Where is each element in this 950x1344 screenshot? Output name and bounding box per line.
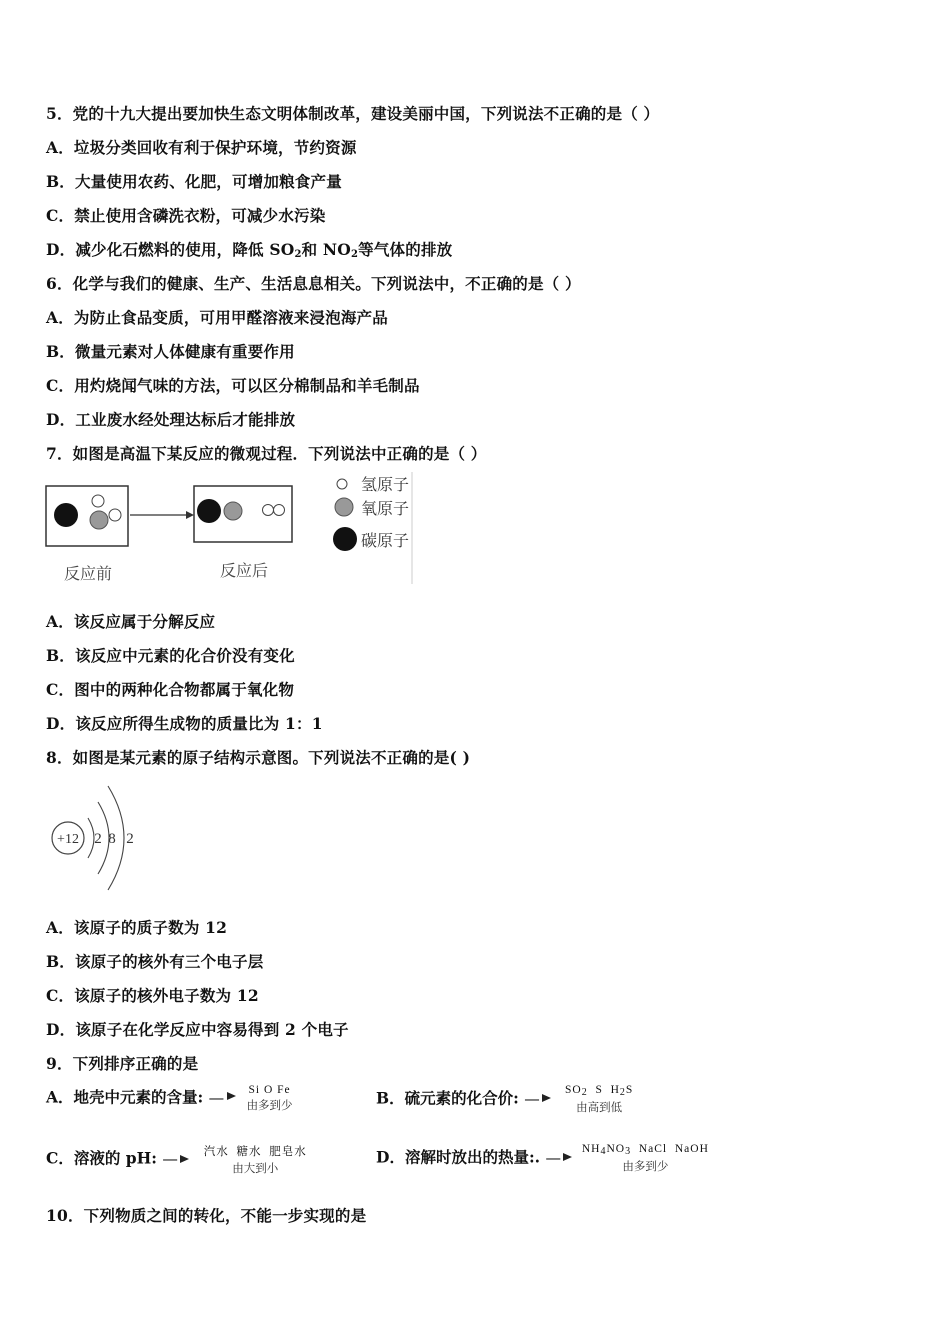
- q8-option-c: C．该原子的核外电子数为 12: [46, 986, 259, 1005]
- q5-option-a: A．垃圾分类回收有利于保护环境，节约资源: [46, 138, 357, 157]
- q8-option-d: D．该原子在化学反应中容易得到 2 个电子: [46, 1020, 349, 1039]
- q6-option-a: A．为防止食品变质，可用甲醛溶液来浸泡海产品: [46, 308, 388, 327]
- order-arrow: Si O Fe 由多到少: [246, 1084, 293, 1112]
- legend-oxygen-label: 氧原子: [361, 499, 410, 518]
- label-after: 反应后: [220, 561, 269, 580]
- q5-option-d: D．减少化石燃料的使用，降低 $SO_2$和 $NO_2$等气体的排放: [46, 240, 453, 260]
- hydrogen-atom: [263, 505, 274, 516]
- legend-oxygen-icon: [335, 498, 353, 516]
- carbon-atom: [197, 499, 221, 523]
- q5-option-b: B．大量使用农药、化肥，可增加粮食产量: [46, 172, 342, 191]
- q9-option-d: D．溶解时放出的热量:. — $NH_4NO_3$ NaCl NaOH 由多到少: [376, 1143, 720, 1174]
- electron-shell-1: [88, 818, 94, 858]
- hydrogen-atom: [274, 505, 285, 516]
- q6-option-b: B．微量元素对人体健康有重要作用: [46, 342, 295, 361]
- legend-hydrogen-icon: [337, 479, 347, 489]
- atom-structure-diagram: [48, 780, 148, 892]
- shell-1-electrons: 2: [94, 831, 102, 847]
- q9-option-b: B．硫元素的化合价: — $SO_2$ S $H_2S$ 由高到低: [376, 1084, 649, 1115]
- q6-option-c: C．用灼烧闻气味的方法，可以区分棉制品和羊毛制品: [46, 376, 420, 395]
- q6-option-d: D．工业废水经处理达标后才能排放: [46, 410, 296, 429]
- legend-hydrogen-label: 氢原子: [361, 475, 410, 494]
- label-before: 反应前: [64, 564, 113, 583]
- q9-option-a: A．地壳中元素的含量: — Si O Fe 由多到少: [46, 1084, 306, 1113]
- legend-carbon-icon: [333, 527, 357, 551]
- q6-stem: 6．化学与我们的健康、生产、生活息息相关。下列说法中，不正确的是（ ）: [46, 274, 581, 293]
- shell-2-electrons: 8: [108, 831, 116, 847]
- shell-3-electrons: 2: [126, 831, 134, 847]
- oxygen-atom: [90, 511, 108, 529]
- q10-stem: 10．下列物质之间的转化，不能一步实现的是: [46, 1206, 367, 1225]
- q8-stem: 8．如图是某元素的原子结构示意图。下列说法不正确的是( ): [46, 748, 471, 767]
- q9-option-c: C．溶液的 pH: — 汽水 糖水 肥皂水 由大到小: [46, 1143, 323, 1176]
- q9-stem: 9．下列排序正确的是: [46, 1054, 199, 1073]
- reaction-diagram: [44, 472, 414, 584]
- q5-option-c: C．禁止使用含磷洗衣粉，可减少水污染: [46, 206, 326, 225]
- q7-stem: 7．如图是高温下某反应的微观过程．下列说法中正确的是（ ）: [46, 444, 487, 463]
- reaction-arrow-head: [186, 511, 194, 519]
- carbon-atom: [54, 503, 78, 527]
- order-arrow: $SO_2$ S $H_2S$ 由高到低: [564, 1084, 634, 1114]
- q7-option-b: B．该反应中元素的化合价没有变化: [46, 646, 295, 665]
- q7-option-d: D．该反应所得生成物的质量比为 1：1: [46, 714, 323, 733]
- legend-carbon-label: 碳原子: [361, 531, 410, 550]
- q7-option-a: A．该反应属于分解反应: [46, 612, 216, 631]
- q8-option-a: A．该原子的质子数为 12: [46, 918, 228, 937]
- nucleus-charge: +12: [57, 832, 79, 847]
- order-arrow: $NH_4NO_3$ NaCl NaOH 由多到少: [581, 1143, 709, 1173]
- order-arrow: 汽水 糖水 肥皂水 由大到小: [203, 1146, 307, 1175]
- hydrogen-atom: [109, 509, 121, 521]
- q5-stem: 5．党的十九大提出要加快生态文明体制改革，建设美丽中国，下列说法不正确的是（ ）: [46, 104, 660, 123]
- q7-option-c: C．图中的两种化合物都属于氧化物: [46, 680, 295, 699]
- oxygen-atom: [224, 502, 242, 520]
- hydrogen-atom: [92, 495, 104, 507]
- q8-option-b: B．该原子的核外有三个电子层: [46, 952, 264, 971]
